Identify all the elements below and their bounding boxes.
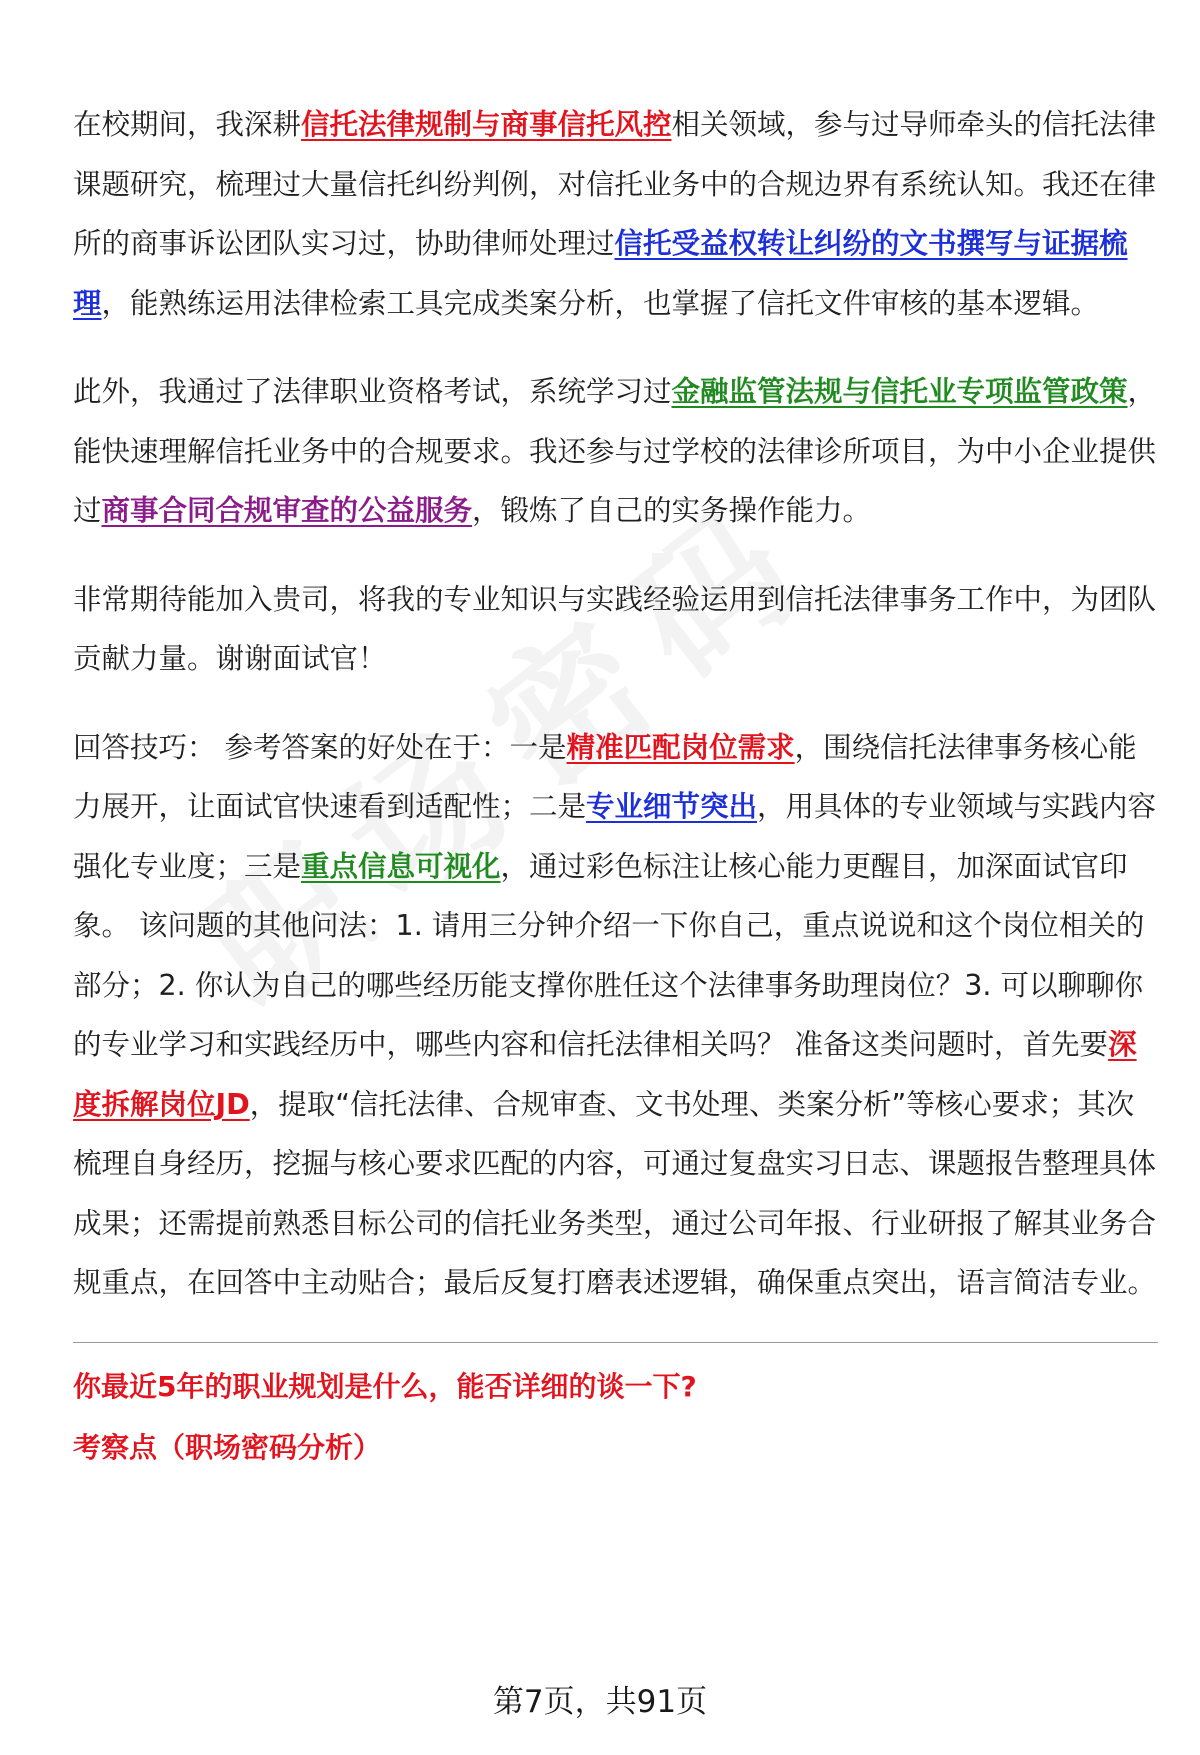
section-divider <box>73 1342 1158 1343</box>
paragraph-text: 此外，我通过了法律职业资格考试，系统学习过 <box>73 375 672 408</box>
body-paragraph <box>73 718 1158 1313</box>
document-page <box>73 95 1158 1468</box>
highlight-text: 精准匹配岗位需求 <box>566 730 795 764</box>
section-subtitle: 考察点（职场密码分析） <box>73 1430 382 1464</box>
highlight-text: 深度拆解岗位JD <box>73 1028 1137 1121</box>
paragraph-text: ，通过彩色标注让核心能力更醒目，加深面试官印象。 该问题的其他问法：1. 请用三分钟介绍一下你自己，重点说说和这个岗位相关的部分；2. 你认为自己的哪些经历能支撑你胜任这个法律事务助理岗位？3. 可以聊聊你的专业学习和实践经历中，哪些内容和信托法律相关吗？ 准备这类问题时，首先要 <box>73 849 1145 1061</box>
paragraph-text: 相关领域，参与过导师牵头的信托法律课题研究，梳理过大量信托纠纷判例，对信托业务中的合规边界有系统认知。我还在律所的商事诉讼团队实习过，协助律师处理过 <box>73 108 1157 260</box>
highlight-text: 信托法律规制与商事信托风控 <box>301 108 672 141</box>
highlight-text: 金融监管法规与信托业专项监管政策 <box>671 375 1128 408</box>
paragraph-text: ，能熟练运用法律检索工具完成类案分析，也掌握了信托文件审核的基本逻辑。 <box>101 286 1100 320</box>
highlight-text: 重点信息可视化 <box>301 849 501 883</box>
paragraph-text: 在校期间，我深耕 <box>73 108 302 141</box>
paragraph-text: ，锻炼了自己的实务操作能力。 <box>472 494 872 527</box>
highlight-text: 专业细节突出 <box>586 790 758 823</box>
body-paragraph <box>73 362 1158 541</box>
paragraph-text: ，提取“信托法律、合规审查、文书处理、类案分析”等核心要求；其次梳理自身经历，挖掘与核心要求匹配的内容，可通过复盘实习日志、课题报告整理具体成果；还需提前熟悉目标公司的信托业务类型，通过公司年报、行业研报了解其业务合规重点，在回答中主动贴合；最后反复打磨表述逻辑，确保重点突出，语言简洁专业。 <box>73 1087 1157 1299</box>
paragraph-text: ，围绕信托法律事务核心能力展开，让面试官快速看到适配性；二是 <box>73 730 1137 823</box>
question-title: 你最近5年的职业规划是什么，能否详细的谈一下? <box>73 1369 697 1403</box>
highlight-text: 信托受益权转让纠纷的文书撰写与证据梳理 <box>73 227 1128 320</box>
paragraph-text: 非常期待能加入贵司，将我的专业知识与实践经验运用到信托法律事务工作中，为团队贡献力量。谢谢面试官！ <box>73 582 1157 675</box>
paragraph-text: 回答技巧： 参考答案的好处在于：一是 <box>73 730 567 764</box>
body-paragraph <box>73 95 1158 333</box>
page-number: 第7页，共91页 <box>492 1684 708 1720</box>
highlight-text: 商事合同合规审查的公益服务 <box>101 494 473 527</box>
paragraph-text: ，能快速理解信托业务中的合规要求。我还参与过学校的法律诊所项目，为中小企业提供过 <box>73 375 1157 527</box>
paragraph-text: ，用具体的专业领域与实践内容强化专业度；三是 <box>73 790 1157 883</box>
answer-body <box>73 95 1158 1313</box>
body-paragraph <box>73 570 1158 689</box>
